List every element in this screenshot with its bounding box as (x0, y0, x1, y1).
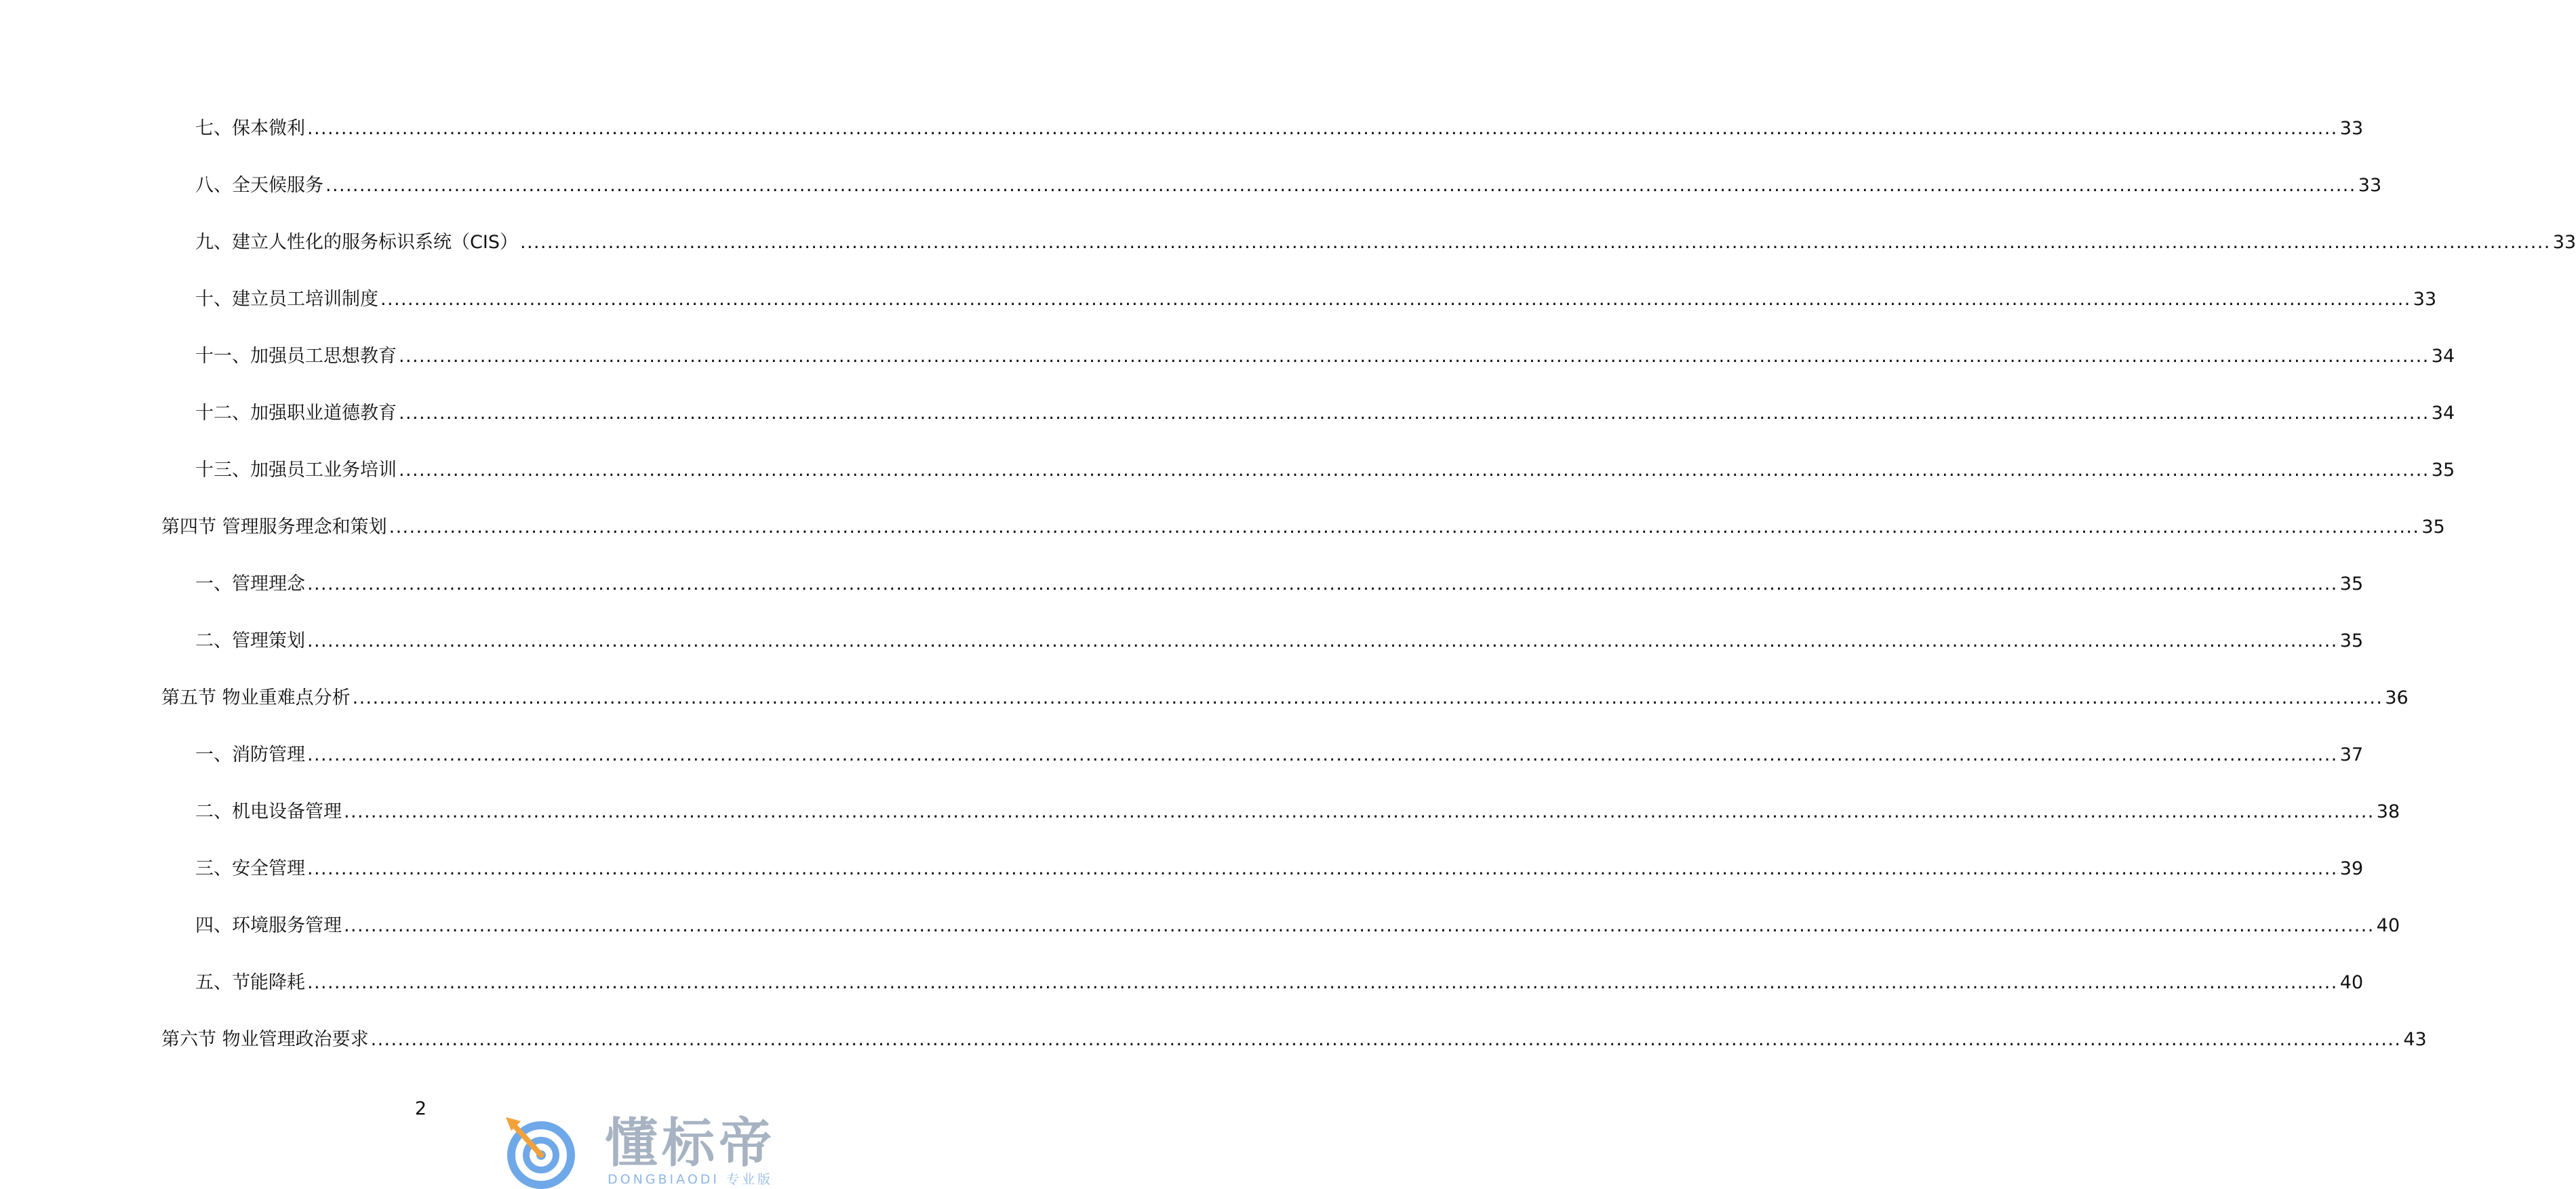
toc-entry-page-number: 33 (2552, 232, 2576, 253)
toc-dot-leader: ............................................................................................................................................................................................................................................................................................................ (325, 175, 2356, 196)
toc-dot-leader: ............................................................................................................................................................................................................................................................................................................ (519, 232, 2551, 253)
toc-entry-page-number: 33 (2358, 175, 2382, 196)
toc-entry[interactable] (195, 172, 2382, 199)
toc-entry-page-number: 36 (2385, 687, 2409, 708)
toc-entry-title: 十二、加强职业道德教育 (195, 403, 397, 424)
toc-entry[interactable] (195, 286, 2437, 313)
toc-entry-title: 一、消防管理 (195, 744, 305, 765)
toc-dot-leader: ............................................................................................................................................................................................................................................................................................................ (399, 403, 2430, 424)
toc-entry-title: 第六节 物业管理政治要求 (161, 1029, 369, 1050)
toc-entry-title: 八、全天候服务 (195, 175, 323, 196)
toc-entry-title: 二、机电设备管理 (195, 801, 342, 822)
toc-dot-leader: ............................................................................................................................................................................................................................................................................................................ (307, 972, 2338, 993)
toc-entry-title: 三、安全管理 (195, 858, 305, 879)
toc-entry-title: 十一、加强员工思想教育 (195, 346, 397, 367)
toc-entry-page-number: 35 (2339, 573, 2364, 594)
toc-entry[interactable] (195, 457, 2455, 484)
toc-entry-page-number: 33 (2413, 289, 2437, 310)
toc-entry[interactable] (195, 628, 2364, 655)
toc-dot-leader: ............................................................................................................................................................................................................................................................................................................ (370, 1029, 2402, 1050)
toc-dot-leader: ............................................................................................................................................................................................................................................................................................................ (352, 687, 2383, 708)
toc-entry-title: 九、建立人性化的服务标识系统（CIS） (195, 232, 518, 253)
toc-dot-leader: ............................................................................................................................................................................................................................................................................................................ (307, 573, 2338, 594)
watermark-subtitle: DONGBIAODI 专业版 (608, 1172, 774, 1187)
toc-dot-leader: ............................................................................................................................................................................................................................................................................................................ (380, 289, 2411, 310)
toc-entry[interactable] (195, 799, 2400, 826)
toc-entry[interactable] (195, 912, 2400, 940)
toc-entry-page-number: 37 (2339, 744, 2364, 765)
toc-entry[interactable] (195, 742, 2364, 769)
toc-entry-page-number: 40 (2339, 972, 2364, 993)
toc-dot-leader: ............................................................................................................................................................................................................................................................................................................ (307, 858, 2338, 879)
toc-dot-leader: ............................................................................................................................................................................................................................................................................................................ (399, 460, 2430, 481)
toc-dot-leader: ............................................................................................................................................................................................................................................................................................................ (307, 118, 2338, 139)
toc-dot-leader: ............................................................................................................................................................................................................................................................................................................ (307, 744, 2338, 765)
watermark-brand-name: 懂标帝 (605, 1113, 776, 1174)
toc-entry[interactable] (195, 400, 2455, 427)
toc-entry-page-number: 34 (2431, 403, 2455, 424)
toc-dot-leader: ............................................................................................................................................................................................................................................................................................................ (399, 346, 2430, 367)
toc-entry[interactable] (161, 685, 2409, 712)
toc-entry[interactable] (195, 855, 2364, 883)
toc-dot-leader: ............................................................................................................................................................................................................................................................................................................ (344, 801, 2375, 822)
toc-entry[interactable] (161, 1026, 2427, 1053)
toc-entry-page-number: 39 (2339, 858, 2364, 879)
toc-entry-page-number: 35 (2421, 517, 2445, 538)
toc-entry[interactable] (195, 115, 2364, 142)
toc-entry-title: 十三、加强员工业务培训 (195, 460, 397, 481)
toc-entry-page-number: 35 (2431, 460, 2455, 481)
toc-entry-page-number: 35 (2339, 630, 2364, 651)
toc-entry-page-number: 43 (2403, 1029, 2427, 1050)
toc-entry[interactable] (195, 229, 2576, 256)
toc-entry-title: 第五节 物业重难点分析 (161, 687, 351, 708)
toc-entry-title: 四、环境服务管理 (195, 915, 342, 936)
toc-entry-page-number: 38 (2376, 801, 2400, 822)
toc-entry-page-number: 34 (2431, 346, 2455, 367)
toc-dot-leader: ............................................................................................................................................................................................................................................................................................................ (389, 517, 2420, 538)
toc-dot-leader: ............................................................................................................................................................................................................................................................................................................ (344, 915, 2375, 936)
toc-entry[interactable] (195, 969, 2364, 996)
toc-entry[interactable] (161, 514, 2445, 541)
toc-entry-title: 五、节能降耗 (195, 972, 305, 993)
toc-entry-title: 七、保本微利 (195, 118, 305, 139)
toc-entry[interactable] (195, 343, 2455, 370)
toc-entry-page-number: 33 (2339, 118, 2364, 139)
toc-entry-page-number: 40 (2376, 915, 2400, 936)
toc-entry-title: 一、管理理念 (195, 573, 305, 594)
toc-entry-title: 十、建立员工培训制度 (195, 289, 378, 310)
watermark-logo (502, 1112, 827, 1189)
toc-dot-leader: ............................................................................................................................................................................................................................................................................................................ (307, 630, 2338, 651)
page-number: 2 (414, 1098, 427, 1119)
toc-entry-title: 第四节 管理服务理念和策划 (161, 517, 387, 538)
target-arrow-icon (502, 1112, 590, 1189)
toc-entry-title: 二、管理策划 (195, 630, 305, 651)
toc-entry[interactable] (195, 571, 2364, 598)
